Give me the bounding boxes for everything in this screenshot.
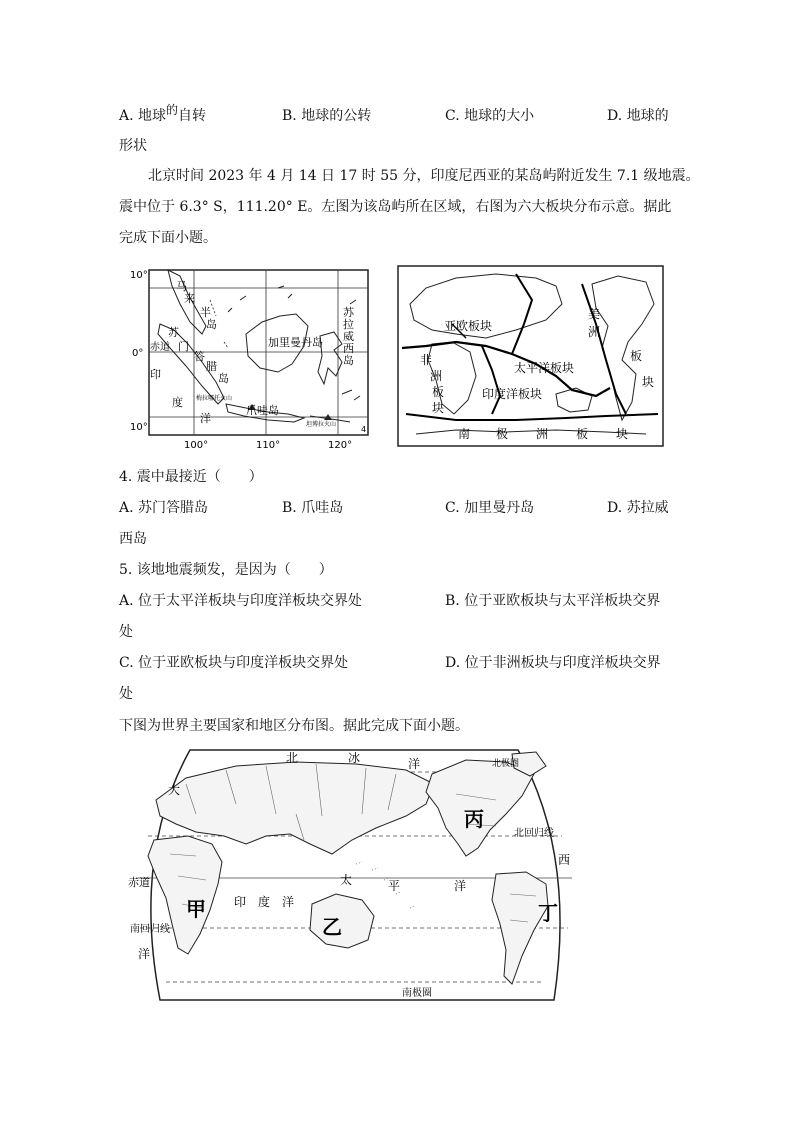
q4-option-d-cont: 西岛 bbox=[119, 531, 147, 547]
label-sumatra-4: 腊 bbox=[206, 360, 217, 373]
q3-option-d: D. 地球的 bbox=[607, 108, 669, 124]
lat-label-10s: 10° bbox=[130, 422, 148, 433]
label-antarctic-1: 南 bbox=[458, 427, 471, 441]
label-tropic-south: 南回归线 bbox=[130, 924, 170, 935]
label-north: 北 bbox=[286, 751, 299, 765]
label-sulawesi-3: 威 bbox=[343, 330, 354, 343]
label-antarctic-4: 板 bbox=[576, 427, 589, 441]
label-ping: 平 bbox=[388, 879, 401, 893]
label-african-1: 非 bbox=[420, 353, 433, 367]
label-antarctic-5: 块 bbox=[616, 427, 629, 441]
label-yang-1: 洋 bbox=[408, 757, 421, 771]
lat-label-0: 0° bbox=[132, 348, 144, 359]
q5-option-d-cont: 处 bbox=[119, 686, 133, 702]
label-da: 大 bbox=[168, 783, 181, 797]
q5-option-b-cont: 处 bbox=[119, 624, 133, 640]
label-indian-2: 度 bbox=[172, 396, 183, 409]
q5-option-d: D. 位于非洲板块与印度洋板块交界 bbox=[445, 655, 661, 671]
q5-option-a: A. 位于太平洋板块与印度洋板块交界处 bbox=[119, 593, 363, 609]
label-arctic-circle: 北极圈 bbox=[492, 759, 520, 769]
label-sumatra-3: 答 bbox=[194, 350, 205, 363]
label-yi: 乙 bbox=[322, 915, 342, 939]
label-indian-plate: 印度洋板块 bbox=[482, 387, 543, 401]
label-sumatra-2: 门 bbox=[178, 340, 189, 353]
label-antarctic-2: 极 bbox=[496, 427, 509, 441]
label-indian-ocean: 印 度 洋 bbox=[234, 895, 295, 909]
intro-line-2: 震中位于 6.3° S，111.20° E。左图为该岛屿所在区域，右图为六大板块分布示意。据此 bbox=[119, 199, 672, 215]
label-african-3: 板 bbox=[432, 385, 445, 399]
label-yang-2: 洋 bbox=[454, 879, 467, 893]
island-region-map bbox=[128, 264, 373, 454]
label-eurasian: 亚欧板块 bbox=[444, 319, 493, 333]
label-equator: 赤道 bbox=[128, 876, 150, 889]
label-american-1: 美 bbox=[588, 307, 601, 321]
label-sulawesi-4: 西 bbox=[343, 342, 354, 355]
label-tai: 太 bbox=[340, 873, 353, 887]
label-antarctic-3: 洲 bbox=[536, 427, 549, 441]
q3-option-c: C. 地球的大小 bbox=[445, 108, 535, 124]
label-sulawesi-5: 岛 bbox=[343, 354, 354, 367]
label-java: 爪哇岛 bbox=[246, 404, 279, 417]
label-sulawesi-1: 苏 bbox=[343, 306, 354, 319]
label-ding: 丁 bbox=[538, 901, 558, 925]
label-malay-2: 来 bbox=[184, 292, 195, 305]
intro-line-1: 北京时间 2023 年 4 月 14 日 17 时 55 分，印度尼西亚的某岛屿附近发生 7.1 级地震。 bbox=[148, 168, 700, 184]
plate-map bbox=[396, 264, 666, 454]
label-american-3: 板 bbox=[630, 349, 643, 363]
q3-option-d-cont: 形状 bbox=[119, 138, 147, 154]
lon-label-100: 100° bbox=[184, 440, 209, 451]
label-sulawesi-2: 拉 bbox=[343, 318, 354, 331]
label-corner: 4 bbox=[361, 425, 367, 434]
label-xi: 西 bbox=[558, 853, 571, 867]
label-tropic-north: 北回归线 bbox=[514, 828, 554, 839]
label-indian-3: 洋 bbox=[200, 412, 211, 425]
world-intro: 下图为世界主要国家和地区分布图。据此完成下面小题。 bbox=[119, 718, 469, 734]
q3-option-a: A. 地球的自转 bbox=[119, 103, 207, 124]
intro-line-3: 完成下面小题。 bbox=[119, 230, 217, 246]
q3-option-b: B. 地球的公转 bbox=[282, 108, 372, 124]
q4-option-a: A. 苏门答腊岛 bbox=[119, 500, 209, 516]
label-ice: 冰 bbox=[348, 751, 361, 765]
label-african-2: 洲 bbox=[430, 369, 443, 383]
q5-stem: 5. 该地地震频发，是因为（ ） bbox=[119, 562, 333, 578]
label-pacific: 太平洋板块 bbox=[514, 361, 575, 375]
q4-stem: 4. 震中最接近（ ） bbox=[119, 469, 263, 485]
label-malay-1: 马 bbox=[176, 280, 187, 293]
label-malay-4: 岛 bbox=[206, 318, 217, 331]
label-sumatra-5: 岛 bbox=[218, 372, 229, 385]
label-antarctic-circle: 南极圈 bbox=[402, 988, 432, 999]
lon-label-120: 120° bbox=[328, 440, 353, 451]
label-african-4: 块 bbox=[432, 401, 445, 415]
label-jia: 甲 bbox=[186, 897, 206, 921]
label-indian-1: 印 bbox=[150, 368, 161, 381]
label-volcano-1: 梅拉哪托火山 bbox=[196, 395, 233, 402]
q5-option-b: B. 位于亚欧板块与太平洋板块交界 bbox=[445, 593, 661, 609]
q4-option-d: D. 苏拉威 bbox=[607, 500, 669, 516]
lon-label-110: 110° bbox=[256, 440, 281, 451]
lat-label-10n: 10° bbox=[130, 270, 148, 281]
q5-option-c: C. 位于亚欧板块与印度洋板块交界处 bbox=[119, 655, 349, 671]
label-sumatra-1: 苏 bbox=[168, 326, 179, 339]
label-malay-3: 半 bbox=[200, 306, 211, 319]
q4-option-b: B. 爪哇岛 bbox=[282, 500, 344, 516]
label-american-4: 块 bbox=[642, 375, 655, 389]
world-map bbox=[126, 744, 582, 1006]
label-equator: 赤道 bbox=[150, 342, 170, 353]
label-yang-3: 洋 bbox=[138, 947, 151, 961]
label-kalimantan: 加里曼丹岛 bbox=[268, 336, 323, 349]
label-american-2: 洲 bbox=[588, 325, 601, 339]
label-bing: 丙 bbox=[464, 807, 484, 831]
q4-option-c: C. 加里曼丹岛 bbox=[445, 500, 535, 516]
label-volcano-2: 坦博拉火山 bbox=[306, 421, 337, 428]
